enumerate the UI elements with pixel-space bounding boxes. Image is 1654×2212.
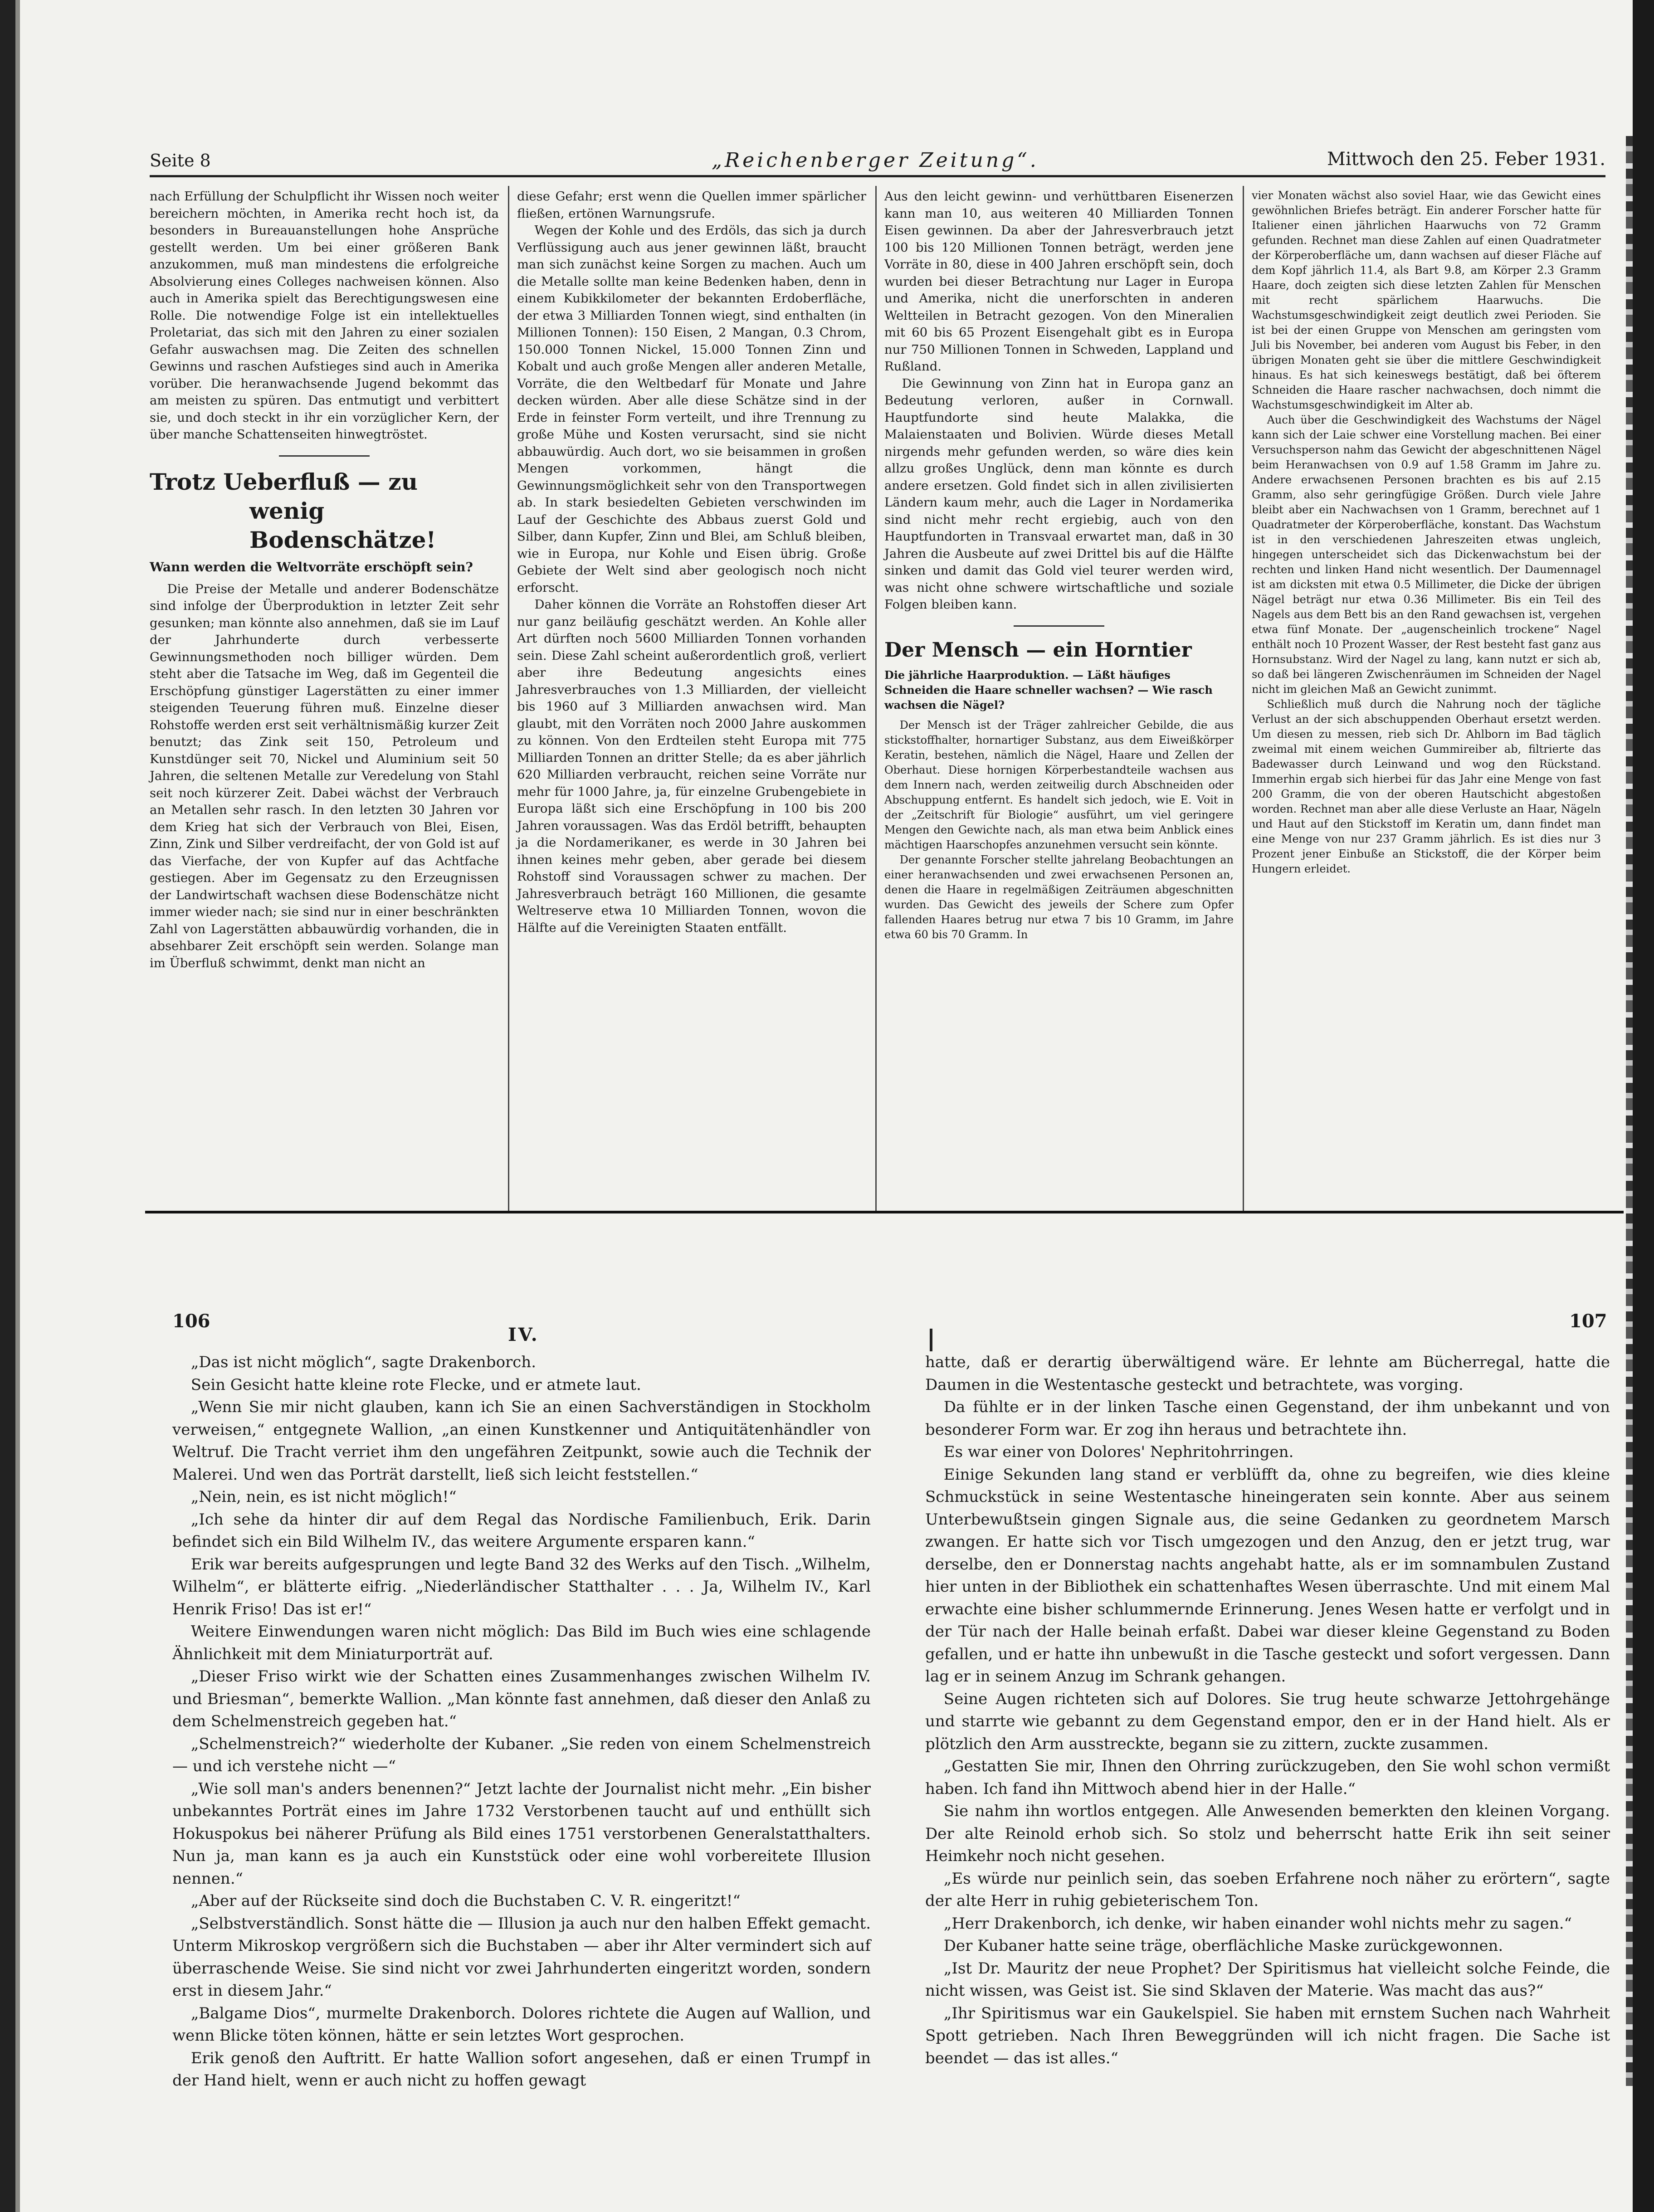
paragraph: Aus den leicht gewinn- und verhüttbaren Eisenerzen kann man 10, aus weiteren 40 Milliarden Tonnen Eisen gewinnen. Da aber der Jahresverbrauch jetzt 100 bis 120 Millionen Tonnen beträgt, werden jene Vorräte in 80, diese in 400 Jahren erschöpft sein, doch wurden bei dieser Betrachtung nur Lager in Europa und Amerika, nicht die unerforschten in anderen Weltteilen in Betracht gezogen. Von den Mineralien mit 60 bis 65 Prozent Eisengehalt gibt es in Europa nur 750 Millionen Tonnen in Schweden, Lappland und Rußland. — [884, 189, 1234, 374]
header-rule — [150, 175, 1605, 177]
article-title-line: wenig Bodenschätze! — [249, 497, 436, 553]
paragraph: „Ihr Spiritismus war ein Gaukelspiel. Sie haben mit ernstem Suchen nach Wahrheit Spott getrieben. Nach Ihren Beweggründen will ich nicht fragen. Die Sache ist beendet — das ist alles.“ — [925, 2004, 1610, 2067]
adjacent-page-bleed — [1626, 136, 1633, 2086]
newspaper-header — [150, 145, 1605, 177]
paragraph: „Wie soll man's anders benennen?“ Jetzt lachte der Journalist nicht mehr. „Ein bisher unbekanntes Porträt eines im Jahre 1732 Verstorbenen taucht auf und enthüllt sich Hokuspokus bei näherer Prüfung als Bild eines 1751 verstorbenen Generalstatthalters. Nun ja, man kann es ja auch ein Kunststück oder eine wohl vorbereitete Illusion nennen.“ — [172, 1779, 871, 1888]
paragraph: Sie nahm ihn wortlos entgegen. Alle Anwesenden bemerkten den kleinen Vorgang. Der alte Reinold erhob sich. So stolz und beherrscht hatte Erik ihn seit seiner Heimkehr noch nicht gesehen. — [925, 1802, 1610, 1865]
article-subtitle: Wann werden die Weltvorräte erschöpft sein? — [150, 559, 473, 575]
paragraph: Auch über die Geschwindigkeit des Wachstums der Nägel kann sich der Laie schwer eine Vorstellung machen. Bei einer Versuchsperson nahm das Gewicht der abgeschnittenen Nägel beim Heranwachsen von 0.9 auf 1.58 Gramm im Jahre zu. Andere erwachsenen Personen brachten es bis auf 2.15 Gramm, also sehr geringfügige Größen. Durch viele Jahre bleibt aber ein Nachwachsen von 1 Gramm, berechnet auf 1 Quadratmeter der Körperoberfläche, konstant. Das Wachstum ist in den verschiedenen Jahreszeiten etwas ungleich, hingegen unterscheidet sich das Dickenwachstum bei der rechten und linken Hand nicht wesentlich. Der Daumennagel ist am dicksten mit etwa 0.5 Millimeter, die Dicke der übrigen Nägel beträgt nur etwa 0.36 Millimeter. Bis ein Teil des Nagels aus dem Bett bis an den Rand gewachsen ist, vergehen etwa fünf Monate. Der „augenscheinlich trockene“ Nagel enthält noch 10 Prozent Wasser, der Rest besteht fast ganz aus Hornsubstanz. Wird der Nagel zu lang, kann nutzt er sich ab, so daß bei längeren Zwischenräumen im Schneiden der Nagel nicht im gleichen Maß an Gewicht zunimmt. — [1252, 414, 1601, 696]
paragraph: Die Gewinnung von Zinn hat in Europa ganz an Bedeutung verloren, außer in Cornwall. Hauptfundorte sind heute Malakka, die Malaienstaaten und Bolivien. Würde dieses Metall nirgends mehr gefunden werden, so wäre dies kein allzu großes Unglück, denn man könnte es durch andere ersetzen. Gold findet sich in allen zivilisierten Ländern kaum mehr, auch die Lager in Nordamerika sind nicht mehr recht ergiebig, auch von den Hauptfundorten in Transvaal erwartet man, daß in 30 Jahren die Ausbeute auf zwei Drittel bis auf die Hälfte sinken und damit das Gold viel teurer werden wird, was nicht ohne schwere wirtschaftliche und soziale Folgen bleiben kann. — [884, 376, 1234, 612]
paragraph: „Ich sehe da hinter dir auf dem Regal das Nordische Familienbuch, Erik. Darin befindet sich ein Bild Wilhelm IV., das weitere Argumente ersparen kann.“ — [172, 1510, 871, 1551]
paragraph: „Selbstverständlich. Sonst hätte die — Illusion ja auch nur den halben Effekt gemacht. Unterm Mikroskop vergrößern sich die Buchstaben — aber ihr Alter vermindert sich auf überraschende Weise. Sie sind nicht vor zwei Jahrhunderten eingeritzt worden, sondern erst in diesem Jahr.“ — [172, 1914, 871, 2000]
paragraph: „Herr Drakenborch, ich denke, wir haben einander wohl nichts mehr zu sagen.“ — [943, 1914, 1572, 1933]
scan-border-right — [1633, 0, 1654, 2212]
paragraph: Die Preise der Metalle und anderer Bodenschätze sind infolge der Überproduktion in letzter Zeit sehr gesunken; man könnte also annehmen, daß sie im Lauf der Jahrhunderte durch verbesserte Gewinnungsmethoden noch billiger würden. Dem steht aber die Tatsache im Weg, daß im Gegenteil die Erschöpfung günstiger Lagerstätten zu einer immer steigenden Teuerung führen muß. Einzelne dieser Rohstoffe werden erst seit verhältnismäßig kurzer Zeit benutzt; das Zink seit 150, Petroleum und Kunstdünger seit 70, Nickel und Aluminium seit 50 Jahren, die seltenen Metalle zur Veredelung von Stahl seit noch kürzerer Zeit. Dabei wächst der Verbrauch an Metallen sehr rasch. In den letzten 30 Jahren vor dem Krieg hat sich der Verbrauch von Blei, Eisen, Zinn, Zink und Silber verdreifacht, der von Gold ist auf das Vierfache, der von Kupfer auf das Achtfache gestiegen. Aber im Gegensatz zu den Erzeugnissen der Landwirtschaft wachsen diese Bodenschätze nicht immer wieder nach; sie sind nur in einer beschränkten Zahl von Lagerstätten abbauwürdig vorhanden, die in absehbarer Zeit erschöpft sein werden. Solange man im Überfluß schwimmt, denkt man nicht an — [150, 581, 499, 970]
newspaper-title: „Reichenberger Zeitung“. — [712, 149, 1039, 172]
column-divider — [1243, 186, 1244, 1211]
page-label: Seite 8 — [150, 151, 211, 171]
paragraph: hatte, daß er derartig überwältigend wäre. Er lehnte am Bücherregal, hatte die Daumen in die Westentasche gesteckt und betrachtete, was vorging. — [925, 1353, 1610, 1394]
scan-shadow-left — [15, 0, 20, 2212]
divider — [279, 455, 370, 457]
book-page-right — [925, 1351, 1610, 2070]
paragraph: „Aber auf der Rückseite sind doch die Buchstaben C. V. R. eingeritzt!“ — [190, 1892, 741, 1910]
book-page-number-right: 107 — [1569, 1311, 1607, 1332]
paragraph: Da fühlte er in der linken Tasche einen Gegenstand, der ihm unbekannt und von besonderer Form war. Er zog ihn heraus und betrachtete ihn. — [925, 1398, 1610, 1439]
paragraph: Der Mensch ist der Träger zahlreicher Gebilde, die aus stickstoffhalter, hornartiger Substanz, aus dem Eiweißkörper Keratin, bestehen, nämlich die Nägel, Haare und Zellen der Oberhaut. Diese hornigen Körperbestandteile wachsen aus dem Innern nach, werden zeitweilig durch Abschneiden oder Abschuppung entfernt. Es handelt sich jedoch, wie E. Voit in der „Zeitschrift für Biologie“ ausführt, um viel geringere Mengen den Gewichte nach, als man etwa beim Anblick eines mächtigen Haarschopfes anzunehmen versucht sein könnte. — [884, 718, 1234, 851]
chapter-heading: IV. — [508, 1324, 539, 1345]
paragraph: Seine Augen richteten sich auf Dolores. Sie trug heute schwarze Jettohrgehänge und starrte wie gebannt zu dem Gegenstand empor, den er in der Hand hielt. Als er plötzlich den Arm ausstreckte, begann sie zu zittern, zuckte zusammen. — [925, 1690, 1610, 1753]
paragraph: „Schelmenstreich?“ wiederholte der Kubaner. „Sie reden von einem Schelmenstreich — und ich verstehe nicht —“ — [172, 1735, 871, 1775]
paragraph: diese Gefahr; erst wenn die Quellen immer spärlicher fließen, ertönen Warnungsrufe. — [517, 189, 866, 221]
article-title-line: Trotz Ueberfluß — zu — [150, 468, 418, 495]
column-2 — [517, 188, 866, 936]
paragraph: „Gestatten Sie mir, Ihnen den Ohrring zurückzugeben, den Sie wohl schon vermißt haben. Ich fand ihn Mittwoch abend hier in der Halle.“ — [925, 1757, 1610, 1798]
paragraph: Es war einer von Dolores' Nephritohrringen. — [943, 1443, 1294, 1461]
column-divider — [875, 186, 877, 1211]
article-title: Der Mensch — ein Horntier — [884, 638, 1192, 662]
paragraph: „Ist Dr. Mauritz der neue Prophet? Der Spiritismus hat vielleicht solche Feinde, die nicht wissen, was Geist ist. Sie sind Sklaven der Materie. Was macht das aus?“ — [925, 1959, 1610, 2000]
book-page-left — [172, 1351, 871, 2092]
paragraph: Der Kubaner hatte seine träge, oberflächliche Maske zurückgewonnen. — [943, 1937, 1503, 1955]
paragraph: „Dieser Friso wirkt wie der Schatten eines Zusammenhanges zwischen Wilhelm IV. und Briesman“, bemerkte Wallion. „Man könnte fast annehmen, daß dieser den Anlaß zu dem Schelmenstreich gegeben hat.“ — [172, 1667, 871, 1730]
paragraph: „Das ist nicht möglich“, sagte Drakenborch. — [190, 1353, 537, 1371]
article-title — [150, 468, 499, 555]
paragraph: Der genannte Forscher stellte jahrelang Beobachtungen an einer heranwachsenden und zwei erwachsenen Personen an, denen die Haare in regelmäßigen Zeiträumen abgeschnitten wurden. Das Gewicht des jeweils der Schere zum Opfer fallenden Haares betrug nur etwa 7 bis 10 Gramm, im Jahre etwa 60 bis 70 Gramm. In — [884, 853, 1234, 941]
book-page-number-left: 106 — [172, 1311, 210, 1332]
column-3 — [884, 188, 1234, 942]
issue-date: Mittwoch den 25. Feber 1931. — [1327, 149, 1605, 170]
gutter-mark — [930, 1329, 932, 1351]
paragraph: „Nein, nein, es ist nicht möglich!“ — [190, 1488, 457, 1506]
paragraph: „Balgame Dios“, murmelte Drakenborch. Dolores richtete die Augen auf Wallion, und wenn Blicke töten können, hätte er sein letztes Wort gesprochen. — [172, 2004, 871, 2045]
page-bottom-rule — [145, 1211, 1624, 1213]
scan-border-left — [0, 0, 15, 2212]
paragraph: „Wenn Sie mir nicht glauben, kann ich Sie an einen Sachverständigen in Stockholm verweisen,“ entgegnete Wallion, „an einen Kunstkenner und Antiquitätenhändler von Weltruf. Die Tracht verriet ihm den ungefähren Zeitpunkt, sowie auch die Technik der Malerei. Und wen das Porträt darstellt, ließ sich leicht feststellen.“ — [172, 1398, 871, 1484]
column-1 — [150, 188, 499, 972]
paragraph: Schließlich muß durch die Nahrung noch der tägliche Verlust an der sich abschuppenden Oberhaut ersetzt werden. Um diesen zu messen, rieb sich Dr. Ahlborn im Bad täglich zweimal mit einem weichen Gummireiber ab, filtrierte das Badewasser durch Leinwand und wog den Rückstand. Immerhin ergab sich hierbei für das Jahr eine Menge von fast 200 Gramm, die von der oberen Hautschicht abgestoßen worden. Rechnet man aber alle diese Verluste an Haar, Nägeln und Haut auf den Stickstoff im Keratin um, dann findet man eine Menge von nur 237 Gramm jährlich. Es ist dies nur 3 Prozent jener Einbuße an Stickstoff, die der Körper beim Hungern erleidet. — [1252, 698, 1601, 875]
column-4 — [1252, 188, 1601, 877]
article-subtitle: Die jährliche Haarproduktion. — Läßt häufiges Schneiden die Haare schneller wachsen? — Wie rasch wachsen die Nägel? — [884, 668, 1213, 711]
paragraph: Wegen der Kohle und des Erdöls, das sich ja durch Verflüssigung auch aus jener gewinnen läßt, braucht man sich zunächst keine Sorgen zu machen. Auch um die Metalle sollte man keine Bedenken haben, denn in einem Kubikkilometer der bekannten Erdoberfläche, der etwa 3 Milliarden Tonnen wiegt, sind enthalten (in Millionen Tonnen): 150 Eisen, 2 Mangan, 0.3 Chrom, 150.000 Tonnen Nickel, 15.000 Tonnen Zinn und Kobalt und auch große Mengen aller anderen Metalle, Vorräte, die den Weltbedarf für Monate und Jahre decken würden. Aber alle diese Schätze sind in der Erde in feinster Form verteilt, und ihre Trennung zu große Mühe und Kosten verursacht, sind sie nicht abbauwürdig. Auch dort, wo sie beisammen in großen Mengen vorkommen, hängt die Gewinnungsmöglichkeit sehr von den Transportwegen ab. In stark besiedelten Gebieten verschwinden im Lauf der Geschichte des Abbaus zuerst Gold und Silber, dann Kupfer, Zinn und Blei, am Schluß bleiben, wie in Europa, nur Kohle und Eisen übrig. Große Gebiete der Welt sind aber geologisch noch nicht erforscht. — [517, 223, 866, 595]
paragraph: „Es würde nur peinlich sein, das soeben Erfahrene noch näher zu erörtern“, sagte der alte Herr in ruhig gebieterischem Ton. — [925, 1869, 1610, 1910]
column-divider — [508, 186, 509, 1211]
paragraph: vier Monaten wächst also soviel Haar, wie das Gewicht eines gewöhnlichen Briefes beträgt. Ein anderer Forscher hatte für Italiener einen jährlichen Haarwuchs von 72 Gramm gefunden. Rechnet man diese Zahlen auf einen Quadratmeter der Körperoberfläche um, dann wachsen auf dieser Fläche auf dem Kopf jährlich 11.4, als Bart 9.8, am Körper 2.3 Gramm Haare, doch zeigten sich diese letzten Zahlen für Menschen mit recht spärlichem Haarwuchs. Die Wachstumsgeschwindigkeit zeigt deutlich zwei Perioden. Sie ist bei der einen Gruppe von Menschen am geringsten vom Juli bis November, bei anderen vom August bis Feber, in den übrigen Monaten geht sie über die mittlere Geschwindigkeit hinaus. Es hat sich keineswegs bestätigt, daß bei öfterem Schneiden die Haare rascher nachwachsen, doch nimmt die Wachstumsgeschwindigkeit im Alter ab. — [1252, 189, 1601, 411]
newspaper-page — [150, 145, 1605, 1220]
paragraph: Weitere Einwendungen waren nicht möglich: Das Bild im Buch wies eine schlagende Ähnlichkeit mit dem Miniaturporträt auf. — [172, 1622, 871, 1663]
divider — [1014, 625, 1104, 627]
paragraph: Einige Sekunden lang stand er verblüfft da, ohne zu begreifen, wie dies kleine Schmuckstück in seine Westentasche hineingeraten sein konnte. Aber aus seinem Unterbewußtsein gingen Signale aus, die seine Gedanken zu geordnetem Marsch zwangen. Er hatte sich vor Tisch umgezogen und den Anzug, den er jetzt trug, war derselbe, den er Donnerstag nachts angehabt hatte, als er im somnambulen Zustand hier unten in der Bibliothek ein schattenhaftes Wesen überraschte. Und mit einem Mal erwachte eine bisher schlummernde Erinnerung. Jenes Wesen hatte er verfolgt und in der Tür nach der Halle beinah erfaßt. Dabei war dieser kleine Gegenstand zu Boden gefallen, und er hatte ihn unbewußt in die Tasche gesteckt und sofort vergessen. Dann lag er in seinem Anzug im Schrank gehangen. — [925, 1465, 1610, 1686]
paragraph: nach Erfüllung der Schulpflicht ihr Wissen noch weiter bereichern möchten, in Amerika recht hoch ist, da besonders in Bureauanstellungen hohe Ansprüche gestellt werden. Um bei einer größeren Bank anzukommen, muß man mindestens die erfolgreiche Absolvierung eines Colleges nachweisen können. Also auch in Amerika spielt das Berechtigungswesen eine Rolle. Die notwendige Folge ist ein intellektuelles Proletariat, das sich mit den Jahren zu einer sozialen Gefahr auswachsen mag. Die Zeiten des schnellen Gewinns und raschen Aufstieges sind auch in Amerika vorüber. Die heranwachsende Jugend bekommt das am meisten zu spüren. Das entmutigt und verbittert sie, und doch steckt in ihr ein vorzüglicher Kern, der über manche Schattenseiten hinwegtröstet. — [150, 189, 499, 442]
paragraph: Daher können die Vorräte an Rohstoffen dieser Art nur ganz beiläufig geschätzt werden. An Kohle aller Art dürften noch 5600 Milliarden Tonnen vorhanden sein. Diese Zahl scheint außerordentlich groß, verliert aber ihre Bedeutung angesichts eines Jahresverbrauches von 1.3 Milliarden, der vielleicht bis 1960 auf 3 Milliarden anwachsen wird. Man glaubt, mit den Vorräten noch 2000 Jahre auskommen zu können. Von den Erdteilen steht Europa mit 775 Milliarden Tonnen an dritter Stelle; da es aber jährlich 620 Milliarden verbraucht, reichen seine Vorräte nur mehr für 1000 Jahre, ja, für einzelne Grubengebiete in Europa läßt sich eine Erschöpfung in 100 bis 200 Jahren voraussagen. Was das Erdöl betrifft, behaupten ja die Nordamerikaner, es werde in 30 Jahren bei ihnen keines mehr geben, aber gerade bei diesem Rohstoff sind Voraussagen schwer zu machen. Der Jahresverbrauch beträgt 160 Millionen, die gesamte Weltreserve etwa 10 Milliarden Tonnen, wovon die Hälfte auf die Vereinigten Staaten entfällt. — [517, 597, 866, 935]
paragraph: Erik genoß den Auftritt. Er hatte Wallion sofort angesehen, daß er einen Trumpf in der Hand hielt, wenn er auch nicht zu hoffen gewagt — [172, 2049, 871, 2090]
paragraph: Erik war bereits aufgesprungen und legte Band 32 des Werks auf den Tisch. „Wilhelm, Wilhelm“, er blätterte eifrig. „Niederländischer Statthalter . . . Ja, Wilhelm IV., Karl Henrik Friso! Das ist er!“ — [172, 1555, 871, 1618]
paragraph: Sein Gesicht hatte kleine rote Flecke, und er atmete laut. — [190, 1375, 641, 1394]
